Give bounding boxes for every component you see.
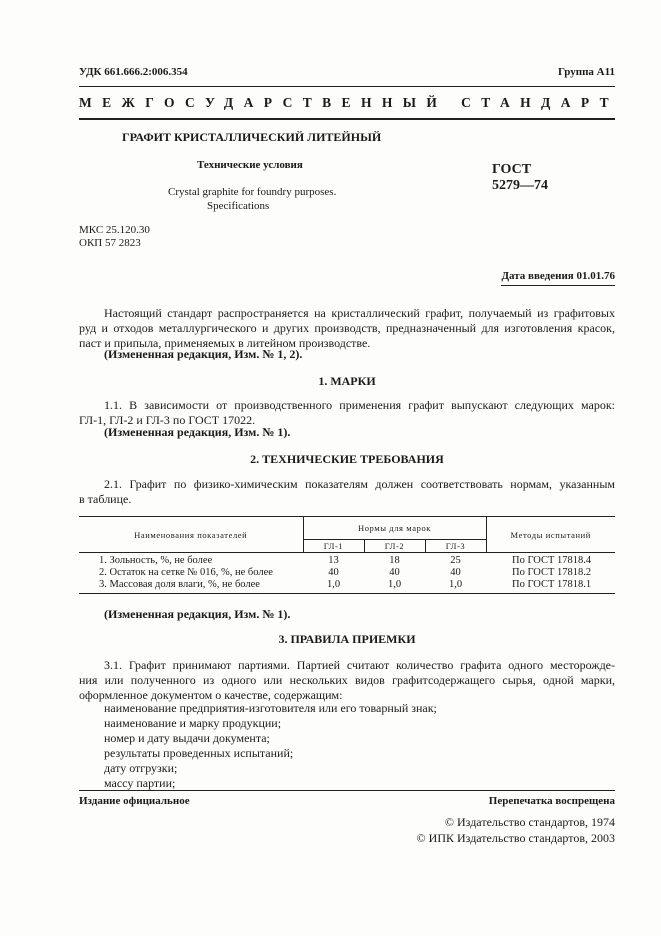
- intro-paragraph: [79, 306, 615, 351]
- section-2-edition-note: (Измененная редакция, Изм. № 1).: [104, 607, 291, 621]
- mks-code: МКС 25.120.30: [79, 224, 150, 236]
- table-cell-gl1: 1,0: [303, 579, 364, 594]
- list-item: массу партии;: [104, 776, 176, 790]
- copyright-2003: © ИПК Издательство стандартов, 2003: [416, 831, 615, 845]
- table-cell-gl3: 1,0: [425, 579, 486, 594]
- header-rule-top: [79, 86, 615, 87]
- table-cell-method: По ГОСТ 17818.4: [512, 555, 592, 566]
- header-rule-bottom: [79, 118, 615, 120]
- gost-label: ГОСТ: [492, 162, 532, 177]
- section-1-heading: 1. МАРКИ: [318, 374, 376, 388]
- intro-line-1: Настоящий стандарт распространяется на кристаллический графит, получаемый из графитовых: [104, 306, 615, 320]
- table-cell-gl1: 13: [328, 555, 339, 566]
- table-cell-method: По ГОСТ 17818.2: [512, 567, 592, 578]
- english-title: Crystal graphite for foundry purposes.: [168, 186, 337, 198]
- section-1-line-1: 1.1. В зависимости от производственного применения графит выпускают следующих марок:: [104, 398, 615, 412]
- reprint-prohibited-label: Перепечатка воспрещена: [488, 795, 615, 807]
- english-subtitle: Specifications: [207, 200, 270, 212]
- section-3-line-2: ния или полученного из одного или нескольких видов графитсодержащего сырья, одной марки,: [79, 673, 615, 687]
- table-cell-gl2: 18: [389, 555, 400, 566]
- section-1-line-2: ГЛ-1, ГЛ-2 и ГЛ-3 по ГОСТ 17022.: [79, 413, 256, 427]
- table-cell-name: 1. Зольность, %, не более: [99, 555, 213, 566]
- section-2-line-1: 2.1. Графит по физико-химическим показателям должен соответствовать нормам, указанным: [104, 477, 615, 491]
- footer-rule: [79, 790, 615, 791]
- table-header-methods: Методы испытаний: [486, 517, 615, 553]
- section-2-line-2: в таблице.: [79, 492, 132, 506]
- list-item: наименование предприятия-изготовителя или его товарный знак;: [104, 701, 437, 715]
- table-header-grade-3: ГЛ-3: [425, 540, 486, 553]
- standard-banner: МЕЖГОСУДАРСТВЕННЫЙ СТАНДАРТ: [79, 95, 620, 110]
- date-underline: [501, 285, 615, 286]
- table-header-grade-1: ГЛ-1: [303, 540, 364, 553]
- section-3-line-1: 3.1. Графит принимают партиями. Партией считают количество графита одного месторожде-: [104, 658, 615, 672]
- table-row: [79, 567, 615, 579]
- document-title: ГРАФИТ КРИСТАЛЛИЧЕСКИЙ ЛИТЕЙНЫЙ: [122, 130, 382, 144]
- section-3-heading: 3. ПРАВИЛА ПРИЕМКИ: [278, 632, 416, 646]
- section-2-paragraph: [79, 477, 615, 507]
- table-cell-name: 3. Массовая доля влаги, %, не более: [79, 579, 303, 594]
- intro-line-2: руд и отходов металлургического и других производств, предназначенный для изготовления красок,: [79, 321, 615, 335]
- table-cell-gl3: 25: [450, 555, 461, 566]
- table-header-name: Наименования показателей: [79, 517, 303, 553]
- list-item: дату отгрузки;: [104, 761, 178, 775]
- intro-date-label: Дата введения: [501, 270, 574, 282]
- table-cell-method: По ГОСТ 17818.1: [486, 579, 615, 594]
- okp-code: ОКП 57 2823: [79, 237, 141, 249]
- table-header-norms: Нормы для марок: [303, 517, 486, 540]
- intro-edition-note: (Измененная редакция, Изм. № 1, 2).: [104, 347, 303, 361]
- copyright-1974: © Издательство стандартов, 1974: [444, 815, 615, 829]
- section-3-paragraph: [79, 658, 615, 703]
- section-2-heading: 2. ТЕХНИЧЕСКИЕ ТРЕБОВАНИЯ: [250, 452, 444, 466]
- intro-date: [501, 270, 615, 282]
- gost-number: 5279—74: [492, 178, 548, 193]
- official-edition-label: Издание официальное: [79, 795, 190, 807]
- section-1-paragraph: [79, 398, 615, 428]
- table-row: [79, 553, 615, 568]
- intro-date-value: 01.01.76: [576, 270, 615, 282]
- table-cell-name: 2. Остаток на сетке № 016, %, не более: [99, 567, 273, 578]
- section-1-edition-note: (Измененная редакция, Изм. № 1).: [104, 425, 291, 439]
- table-row: [79, 579, 615, 594]
- intro-line-3: паст и припыла, применяемых в литейном производстве.: [79, 336, 371, 350]
- document-subtitle: Технические условия: [197, 159, 303, 171]
- list-item: номер и дату выдачи документа;: [104, 731, 270, 745]
- table-header-grade-2: ГЛ-2: [364, 540, 425, 553]
- list-item: наименование и марку продукции;: [104, 716, 282, 730]
- table-cell-gl2: 1,0: [364, 579, 425, 594]
- table-cell-gl3: 40: [450, 567, 461, 578]
- list-item: результаты проведенных испытаний;: [104, 746, 294, 760]
- table-cell-gl2: 40: [389, 567, 400, 578]
- udk-code: УДК 661.666.2:006.354: [79, 66, 188, 78]
- table-cell-gl1: 40: [328, 567, 339, 578]
- group-code: Группа А11: [557, 66, 615, 78]
- section-3-line-3: оформленное документом о качестве, содержащим:: [79, 688, 343, 702]
- norms-table: [79, 516, 615, 594]
